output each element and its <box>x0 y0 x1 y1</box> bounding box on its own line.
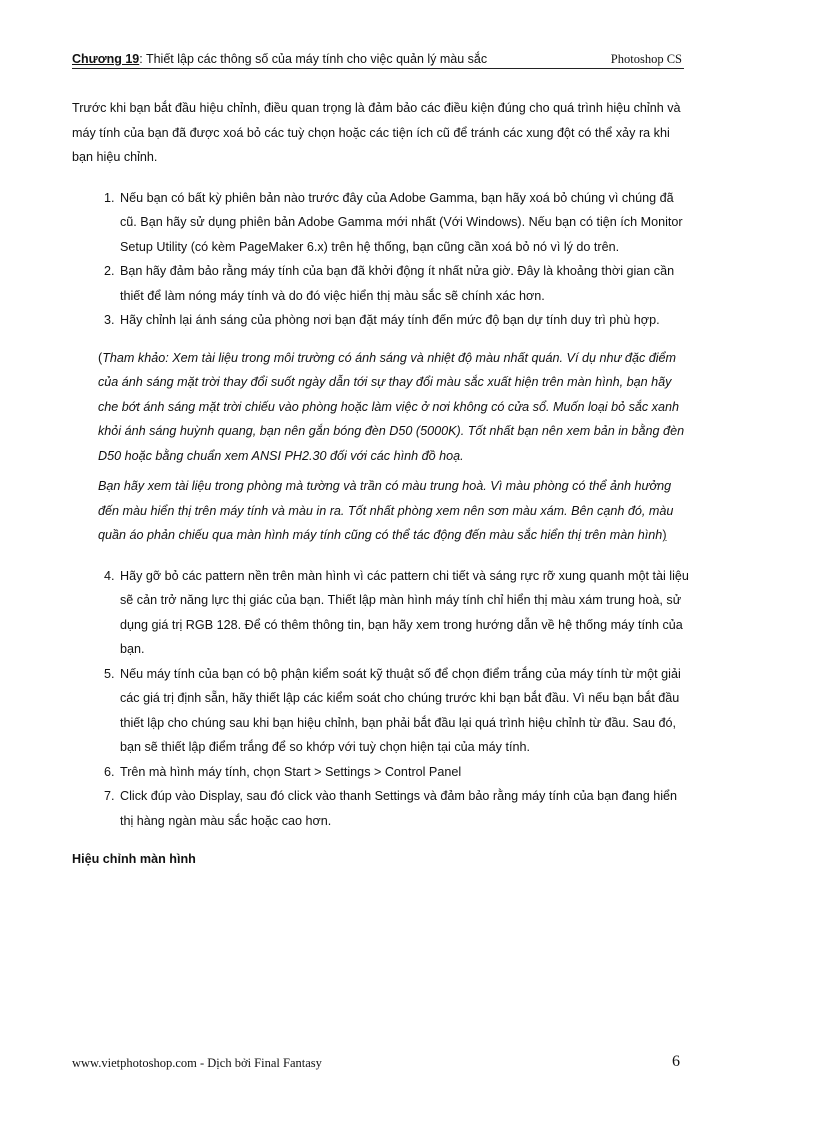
page-body <box>72 96 692 872</box>
reference-note <box>72 346 692 548</box>
list-item: 2. Bạn hãy đảm bảo rằng máy tính của bạn đã khởi động ít nhất nửa giờ. Đây là khoảng thời gian cần thiết để làm nóng máy tính và do đó việc hiển thị màu sắc sẽ chính xác hơn. <box>118 259 692 308</box>
list-item: 1. Nếu bạn có bất kỳ phiên bản nào trước đây của Adobe Gamma, bạn hãy xoá bỏ chúng vì chúng đã cũ. Bạn hãy sử dụng phiên bản Adobe Gamma mới nhất (Với Windows). Nếu bạn có tiện ích Monitor Setup Utility (có kèm PageMaker 6.x) trên hệ thống, bạn cũng cần xoá bỏ nó vì lý do trên. <box>118 186 692 260</box>
list-item: 6. Trên mà hình máy tính, chọn Start > Settings > Control Panel <box>118 760 692 785</box>
page-header <box>72 50 684 69</box>
chapter-label: Chương 19 <box>72 52 140 66</box>
page-number: 6 <box>672 1053 680 1070</box>
note-paragraph-2 <box>98 474 692 548</box>
note-close-paren: ) <box>662 528 667 542</box>
product-name: Photoshop CS <box>610 52 682 66</box>
note-paragraph-1 <box>98 346 692 469</box>
footer-credit: www.vietphotoshop.com - Dịch bởi Final Fantasy <box>72 1056 322 1070</box>
list-item: 4. Hãy gỡ bỏ các pattern nền trên màn hình vì các pattern chi tiết và sáng rực rỡ xung quanh một tài liệu sẽ cản trở năng lực thị giác của bạn. Thiết lập màn hình máy tính chỉ hiển thị màu xám trung hoà, sử dụng giá trị RGB 128. Để có thêm thông tin, bạn hãy xem trong hướng dẫn về hệ thống máy tính của bạn. <box>118 564 692 662</box>
list-item: 5. Nếu máy tính của bạn có bộ phận kiểm soát kỹ thuật số để chọn điểm trắng của máy tính từ một giải các giá trị định sẵn, hãy thiết lập các kiểm soát cho chúng trước khi bạn bắt đầu. Vì nếu bạn bắt đầu thiết lập cho chúng sau khi bạn hiệu chỉnh, bạn phải bắt đầu lại quá trình hiệu chỉnh từ đầu. Sau đó, bạn sẽ thiết lập điểm trắng để so khớp với tuỳ chọn hiện tại của máy tính. <box>118 662 692 760</box>
section-heading: Hiệu chỉnh màn hình <box>72 852 196 866</box>
note-text-1: Tham khảo: Xem tài liệu trong môi trường có ánh sáng và nhiệt độ màu nhất quán. Ví dụ như đặc điểm của ánh sáng mặt trời thay đổi suốt ngày dẫn tới sự thay đổi màu sắc xuất hiện trên màn hình, bạn hãy che bớt ánh sáng mặt trời chiếu vào phòng hoặc làm việc ở nơi không có cửa sổ. Muốn loại bỏ sắc xanh khỏi ánh sáng huỳnh quang, bạn nên gắn bóng đèn D50 (5000K). Tốt nhất bạn nên xem bản in bằng đèn D50 hoặc bằng chuẩn xem ANSI PH2.30 đối với các hình đồ hoạ. <box>98 350 685 463</box>
chapter-title: : Thiết lập các thông số của máy tính cho việc quản lý màu sắc <box>139 52 488 66</box>
list-item: 3. Hãy chỉnh lại ánh sáng của phòng nơi bạn đặt máy tính đến mức độ bạn dự tính duy trì phù hợp. <box>118 308 692 333</box>
steps-list-2 <box>72 564 692 834</box>
note-open-paren: ( <box>98 350 103 365</box>
chapter-heading <box>72 52 487 66</box>
steps-list-1 <box>72 186 692 333</box>
note-text-2: Bạn hãy xem tài liệu trong phòng mà tường và trần có màu trung hoà. Vì màu phòng có thể ảnh hưởng đến màu hiển thị trên máy tính và màu in ra. Tốt nhất phòng xem nên sơn màu xám. Bên cạnh đó, màu quần áo phản chiếu qua màn hình máy tính cũng có thể tác động đến màu sắc hiển thị trên màn hình <box>98 479 674 542</box>
intro-paragraph: Trước khi bạn bắt đầu hiệu chỉnh, điều quan trọng là đảm bảo các điều kiện đúng cho quá trình hiệu chỉnh và máy tính của bạn đã được xoá bỏ các tuỳ chọn hoặc các tiện ích cũ để tránh các xung đột có thể xảy ra khi bạn hiệu chỉnh. <box>72 101 681 164</box>
list-item: 7. Click đúp vào Display, sau đó click vào thanh Settings và đảm bảo rằng máy tính của bạn đang hiển thị hàng ngàn màu sắc hoặc cao hơn. <box>118 784 692 833</box>
